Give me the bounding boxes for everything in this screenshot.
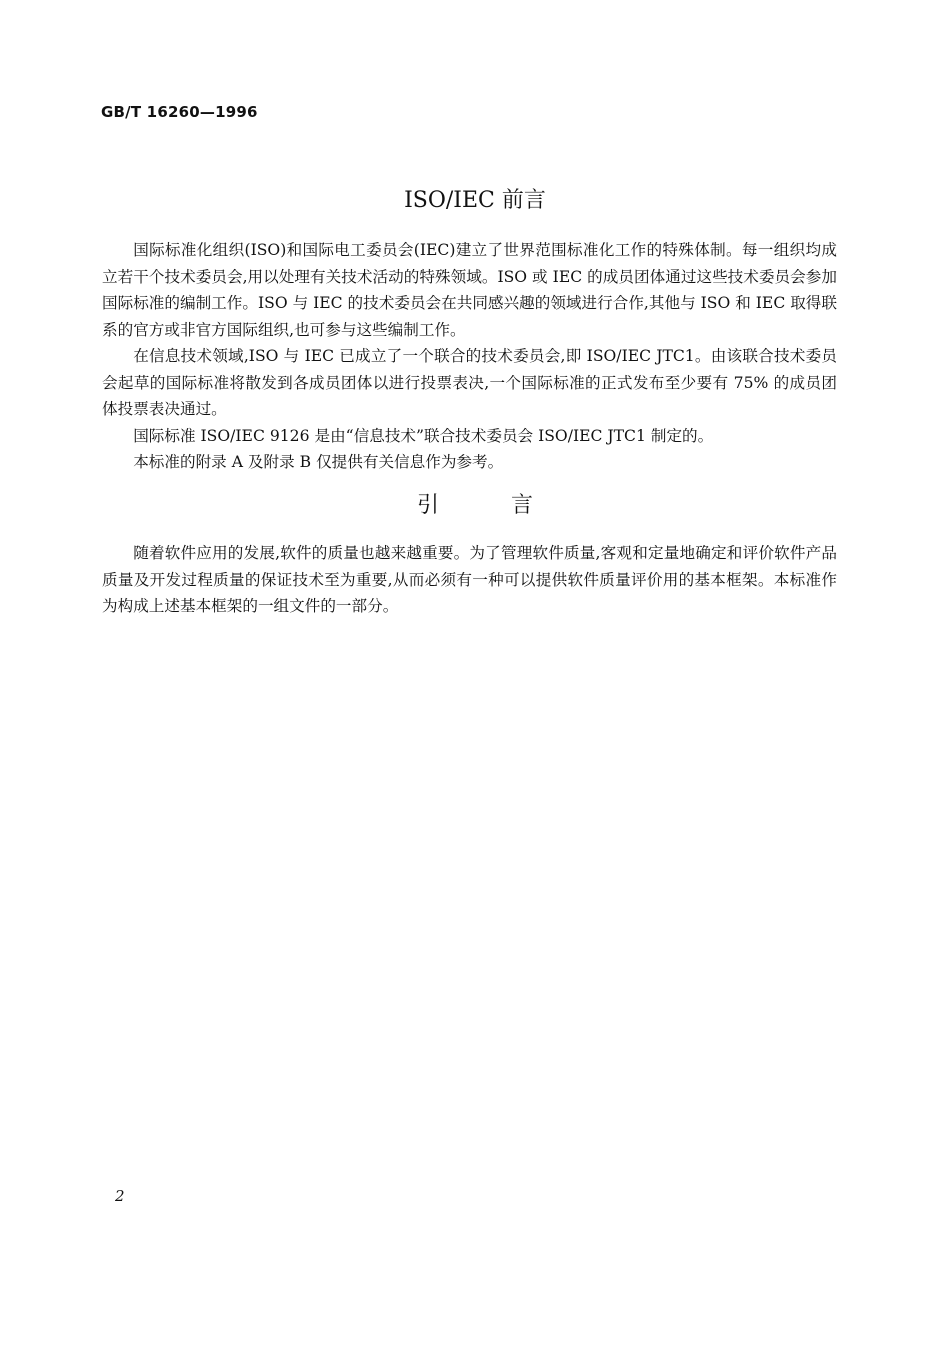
- foreword-paragraph: 本标准的附录 A 及附录 B 仅提供有关信息作为参考。: [133, 453, 504, 471]
- foreword-paragraph: 国际标准化组织(ISO)和国际电工委员会(IEC)建立了世界范围标准化工作的特殊体制。每一组织均成立若干个技术委员会,用以处理有关技术活动的特殊领域。ISO 或 IEC 的成员团体通过这些技术委员会参加国际标准的编制工作。ISO 与 IEC 的技术委员会在共同感兴趣的领域进行合作,其他与 ISO 和 IEC 取得联系的官方或非官方国际组织,也可参与这些编制工作。: [102, 241, 837, 339]
- introduction-title: 引言: [416, 493, 605, 518]
- foreword-paragraph: 在信息技术领域,ISO 与 IEC 已成立了一个联合的技术委员会,即 ISO/IEC JTC1。由该联合技术委员会起草的国际标准将散发到各成员团体以进行投票表决,一个国际标准的正式发布至少要有 75% 的成员团体投票表决通过。: [102, 347, 837, 418]
- standard-code: GB/T 16260—1996: [101, 103, 258, 121]
- foreword-body: [102, 237, 837, 476]
- foreword-paragraph: 国际标准 ISO/IEC 9126 是由“信息技术”联合技术委员会 ISO/IEC JTC1 制定的。: [133, 426, 714, 445]
- page-number: 2: [115, 1187, 125, 1205]
- introduction-paragraph: 随着软件应用的发展,软件的质量也越来越重要。为了管理软件质量,客观和定量地确定和评价软件产品质量及开发过程质量的保证技术至为重要,从而必须有一种可以提供软件质量评价用的基本框架。本标准作为构成上述基本框架的一组文件的一部分。: [102, 544, 837, 615]
- foreword-title: ISO/IEC 前言: [404, 188, 546, 213]
- introduction-body: [102, 540, 837, 620]
